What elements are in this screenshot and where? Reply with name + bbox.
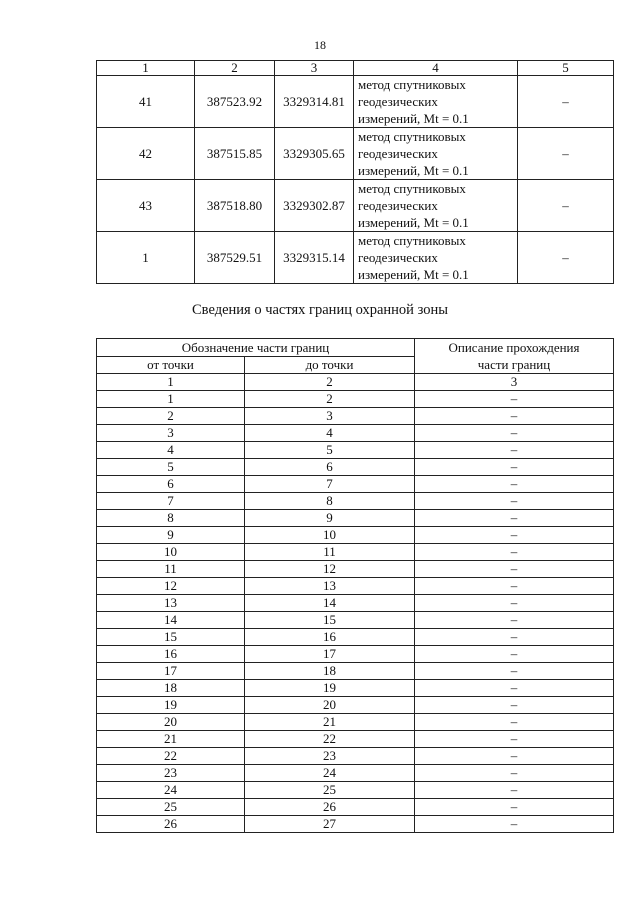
to-point: 27 [245, 816, 415, 833]
table-row [97, 731, 614, 748]
table-row [97, 663, 614, 680]
from-point: 24 [97, 782, 245, 799]
method-line: метод спутниковых [358, 129, 466, 144]
table-row [97, 527, 614, 544]
table-row [97, 578, 614, 595]
method-line: метод спутниковых [358, 77, 466, 92]
to-point-header: до точки [245, 357, 415, 374]
from-point: 22 [97, 748, 245, 765]
from-point: 23 [97, 765, 245, 782]
header-cell: 1 [97, 61, 195, 76]
coordinates-row [97, 128, 614, 180]
page-number: 18 [314, 38, 326, 52]
to-point: 2 [245, 391, 415, 408]
group-header: Обозначение части границ [97, 339, 415, 357]
table-row [97, 408, 614, 425]
description-header-line: Описание прохождения [448, 340, 580, 355]
x-coordinate: 387523.92 [195, 76, 275, 128]
description: – [415, 731, 614, 748]
from-point: 8 [97, 510, 245, 527]
from-point: 18 [97, 680, 245, 697]
coordinates-row [97, 76, 614, 128]
y-coordinate: 3329315.14 [275, 232, 354, 284]
description: – [415, 561, 614, 578]
method-line: геодезических [358, 146, 438, 161]
table-row [97, 765, 614, 782]
table-row [97, 561, 614, 578]
from-point: 1 [97, 391, 245, 408]
table-row [97, 544, 614, 561]
point-number: 42 [97, 128, 195, 180]
description: – [415, 544, 614, 561]
numbering-cell: 1 [97, 374, 245, 391]
from-point: 6 [97, 476, 245, 493]
to-point: 17 [245, 646, 415, 663]
description-header-line: части границ [477, 357, 551, 372]
to-point: 24 [245, 765, 415, 782]
description: – [415, 493, 614, 510]
method-cell [354, 76, 518, 128]
to-point: 22 [245, 731, 415, 748]
description: – [415, 510, 614, 527]
method-line: геодезических [358, 198, 438, 213]
to-point: 4 [245, 425, 415, 442]
method-cell [354, 232, 518, 284]
header-cell: 2 [195, 61, 275, 76]
from-point: 14 [97, 612, 245, 629]
header-cell: 5 [518, 61, 614, 76]
numbering-cell: 2 [245, 374, 415, 391]
description: – [415, 646, 614, 663]
from-point: 25 [97, 799, 245, 816]
parts-numbering-row [97, 374, 614, 391]
from-point: 11 [97, 561, 245, 578]
to-point: 18 [245, 663, 415, 680]
x-coordinate: 387515.85 [195, 128, 275, 180]
to-point: 20 [245, 697, 415, 714]
description: – [415, 459, 614, 476]
section-heading: Сведения о частях границ охранной зоны [192, 302, 448, 318]
from-point: 20 [97, 714, 245, 731]
table-row [97, 510, 614, 527]
to-point: 13 [245, 578, 415, 595]
to-point: 10 [245, 527, 415, 544]
table-row [97, 680, 614, 697]
table-row [97, 476, 614, 493]
to-point: 16 [245, 629, 415, 646]
coordinates-row [97, 180, 614, 232]
description: – [415, 476, 614, 493]
table-row [97, 425, 614, 442]
from-point: 15 [97, 629, 245, 646]
description: – [415, 595, 614, 612]
from-point: 9 [97, 527, 245, 544]
description: – [415, 612, 614, 629]
x-coordinate: 387518.80 [195, 180, 275, 232]
column-5-value: – [518, 76, 614, 128]
table-row [97, 493, 614, 510]
description: – [415, 816, 614, 833]
from-point: 7 [97, 493, 245, 510]
to-point: 12 [245, 561, 415, 578]
point-number: 43 [97, 180, 195, 232]
from-point: 2 [97, 408, 245, 425]
from-point: 17 [97, 663, 245, 680]
to-point: 3 [245, 408, 415, 425]
from-point: 26 [97, 816, 245, 833]
boundary-parts-table [96, 338, 614, 833]
from-point: 4 [97, 442, 245, 459]
to-point: 25 [245, 782, 415, 799]
to-point: 11 [245, 544, 415, 561]
table-row [97, 442, 614, 459]
header-cell: 3 [275, 61, 354, 76]
method-line: измерений, Mt = 0.1 [358, 267, 469, 282]
y-coordinate: 3329314.81 [275, 76, 354, 128]
to-point: 15 [245, 612, 415, 629]
method-line: измерений, Mt = 0.1 [358, 111, 469, 126]
from-point: 10 [97, 544, 245, 561]
description: – [415, 391, 614, 408]
to-point: 21 [245, 714, 415, 731]
from-point: 13 [97, 595, 245, 612]
coordinates-header-row [97, 61, 614, 76]
point-number: 1 [97, 232, 195, 284]
table-row [97, 646, 614, 663]
description: – [415, 799, 614, 816]
numbering-cell: 3 [415, 374, 614, 391]
method-line: геодезических [358, 94, 438, 109]
table-row [97, 714, 614, 731]
table-row [97, 816, 614, 833]
from-point: 21 [97, 731, 245, 748]
to-point: 26 [245, 799, 415, 816]
description: – [415, 663, 614, 680]
from-point: 12 [97, 578, 245, 595]
to-point: 7 [245, 476, 415, 493]
method-line: метод спутниковых [358, 233, 466, 248]
table-row [97, 391, 614, 408]
from-point: 19 [97, 697, 245, 714]
from-point: 16 [97, 646, 245, 663]
coordinates-table [96, 60, 614, 284]
table-row [97, 629, 614, 646]
description: – [415, 629, 614, 646]
x-coordinate: 387529.51 [195, 232, 275, 284]
description: – [415, 714, 614, 731]
description: – [415, 680, 614, 697]
description: – [415, 748, 614, 765]
from-point-header: от точки [97, 357, 245, 374]
to-point: 5 [245, 442, 415, 459]
from-point: 3 [97, 425, 245, 442]
table-row [97, 595, 614, 612]
parts-header-row [97, 339, 614, 357]
y-coordinate: 3329302.87 [275, 180, 354, 232]
to-point: 9 [245, 510, 415, 527]
to-point: 6 [245, 459, 415, 476]
description: – [415, 578, 614, 595]
to-point: 8 [245, 493, 415, 510]
column-5-value: – [518, 180, 614, 232]
description: – [415, 442, 614, 459]
method-line: метод спутниковых [358, 181, 466, 196]
table-row [97, 697, 614, 714]
method-line: геодезических [358, 250, 438, 265]
column-5-value: – [518, 128, 614, 180]
method-cell [354, 128, 518, 180]
to-point: 23 [245, 748, 415, 765]
description: – [415, 765, 614, 782]
description: – [415, 425, 614, 442]
description: – [415, 782, 614, 799]
method-line: измерений, Mt = 0.1 [358, 215, 469, 230]
table-row [97, 459, 614, 476]
table-row [97, 612, 614, 629]
header-cell: 4 [354, 61, 518, 76]
description: – [415, 697, 614, 714]
from-point: 5 [97, 459, 245, 476]
coordinates-row [97, 232, 614, 284]
point-number: 41 [97, 76, 195, 128]
method-line: измерений, Mt = 0.1 [358, 163, 469, 178]
description: – [415, 408, 614, 425]
y-coordinate: 3329305.65 [275, 128, 354, 180]
method-cell [354, 180, 518, 232]
description-header [415, 339, 614, 374]
to-point: 19 [245, 680, 415, 697]
table-row [97, 748, 614, 765]
table-row [97, 799, 614, 816]
description: – [415, 527, 614, 544]
to-point: 14 [245, 595, 415, 612]
table-row [97, 782, 614, 799]
column-5-value: – [518, 232, 614, 284]
